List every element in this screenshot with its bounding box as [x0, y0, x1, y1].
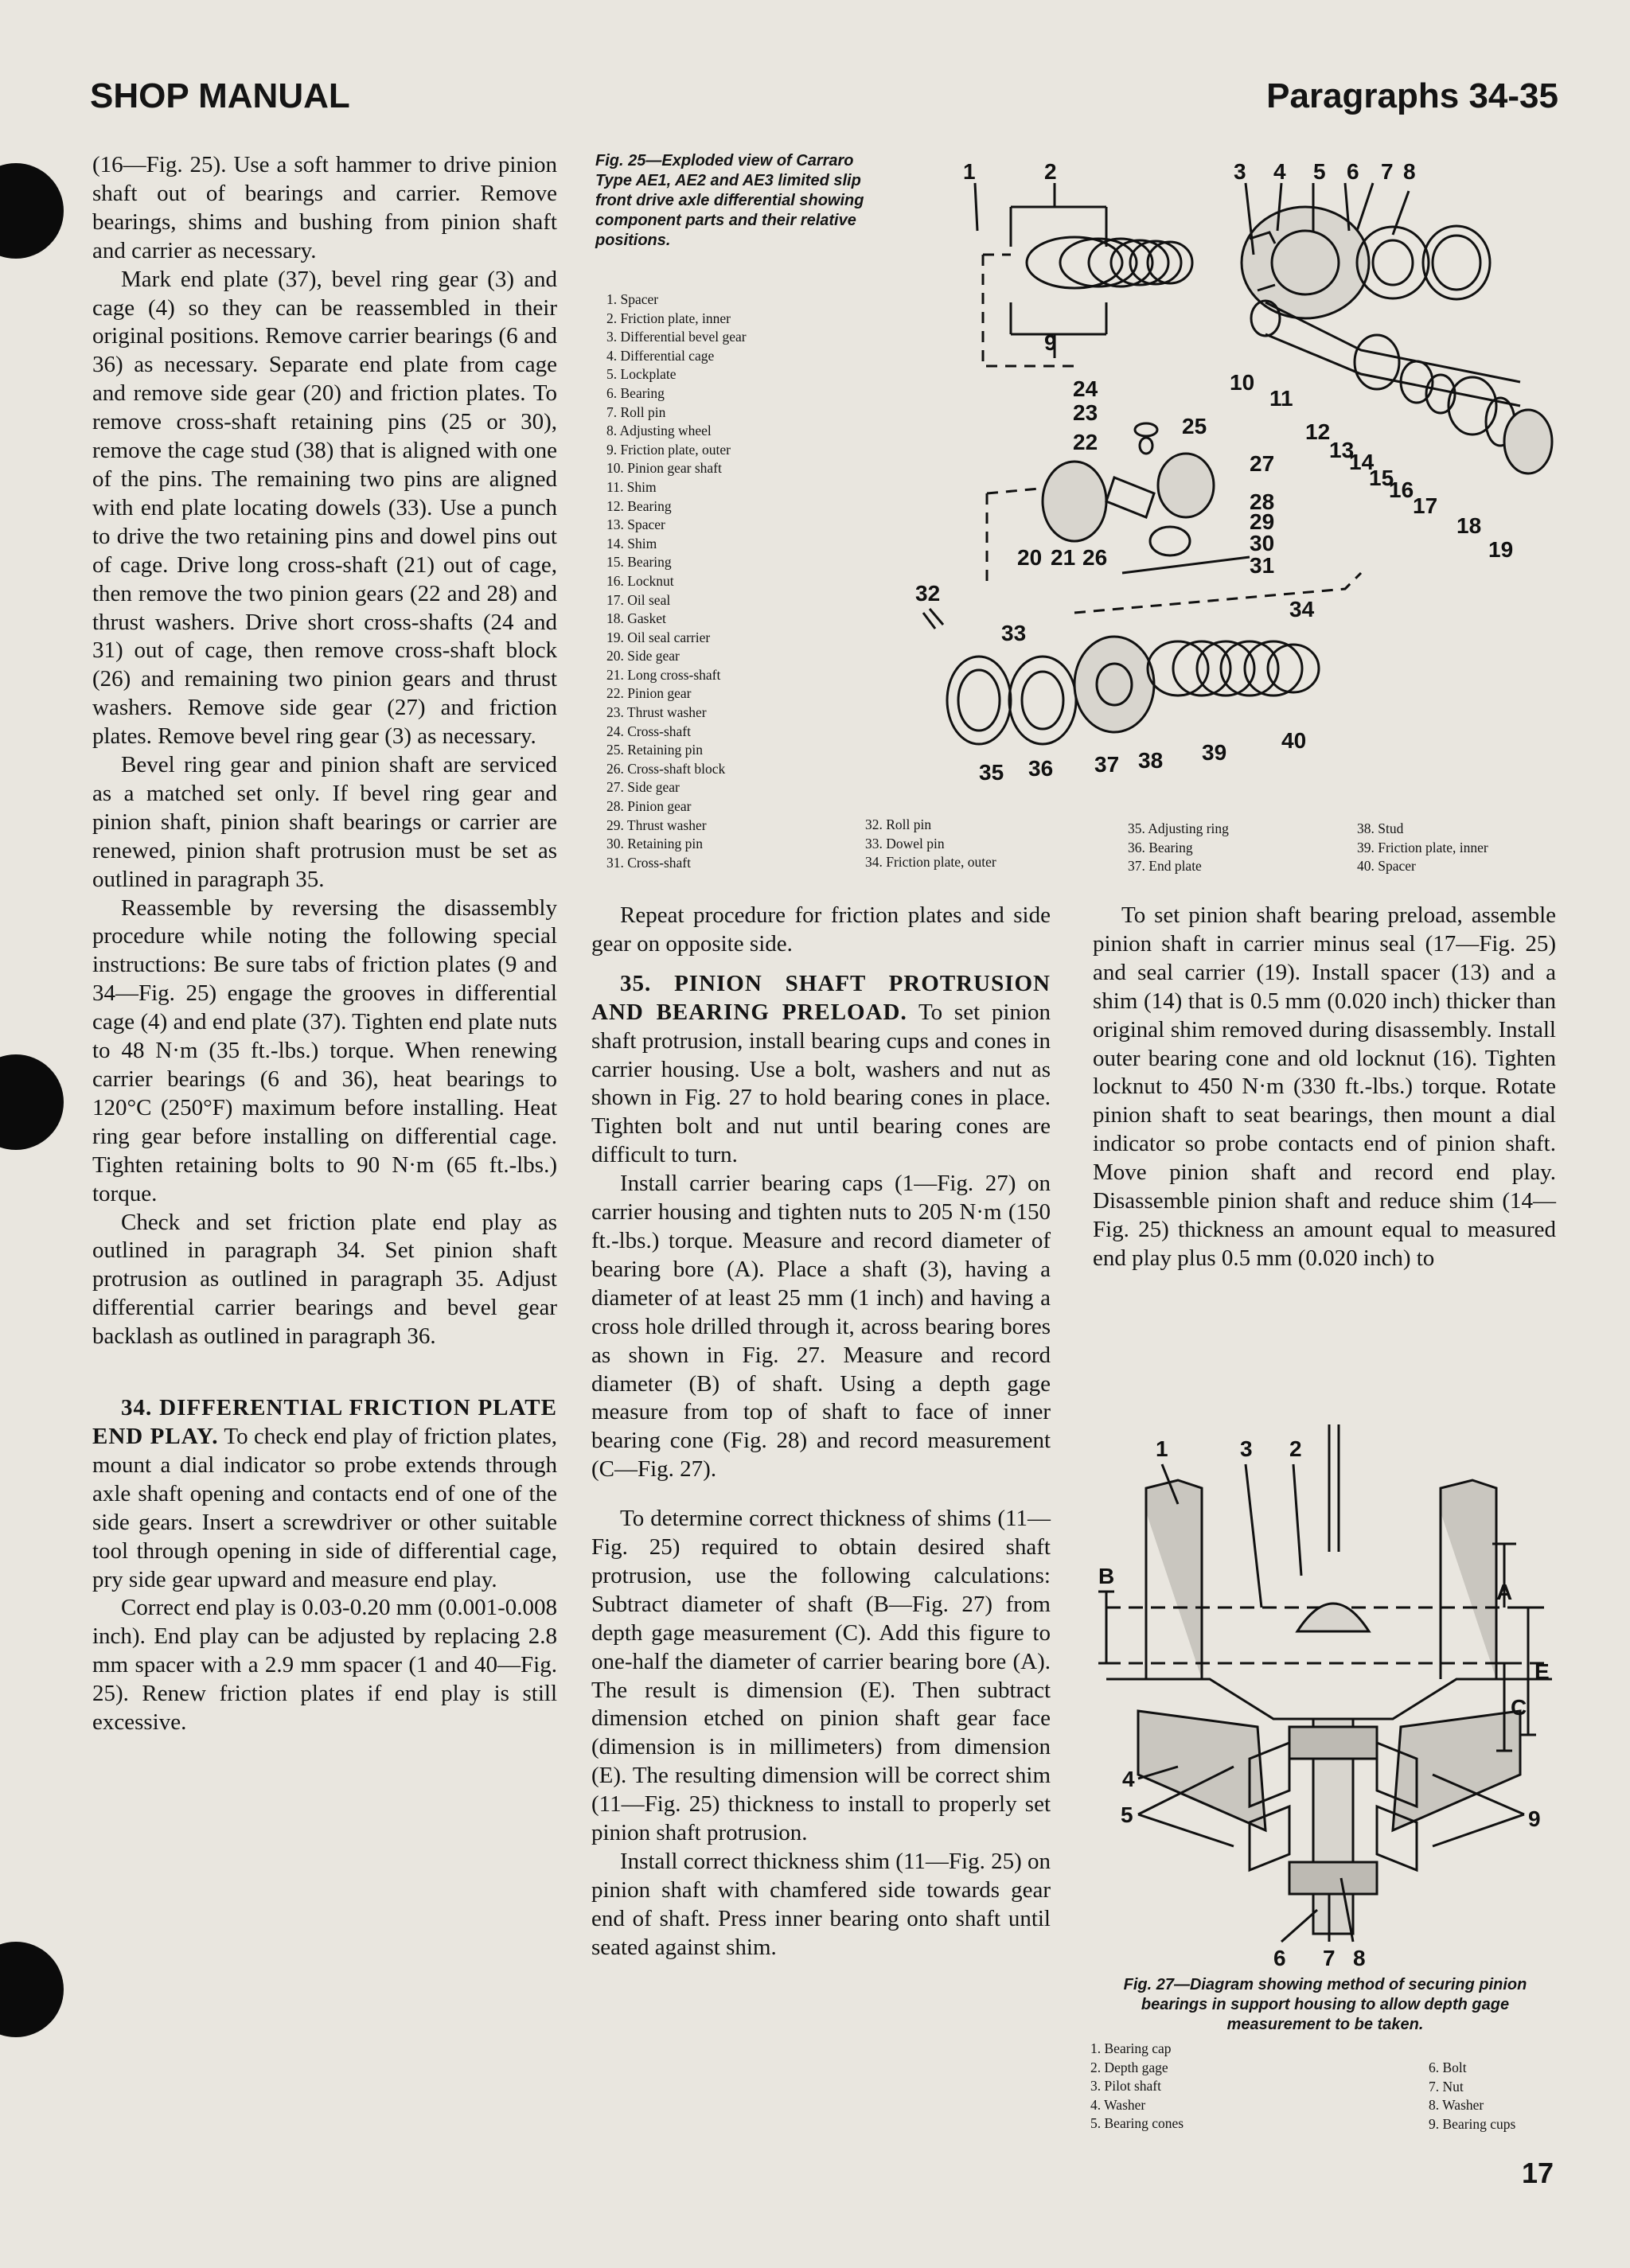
callout: 25 [1182, 414, 1207, 438]
callout: B [1098, 1564, 1115, 1588]
fig27-legend-b: 6. Bolt 7. Nut 8. Washer 9. Bearing cups [1429, 2060, 1516, 2132]
binding-hole-top [0, 163, 64, 259]
page-number: 17 [1522, 2157, 1554, 2189]
text-column-2 [591, 902, 1051, 1962]
callout: 7 [1381, 159, 1394, 184]
callout: 5 [1313, 159, 1326, 184]
friction-plate-stack-bottom [1148, 641, 1319, 696]
callout: 40 [1281, 728, 1307, 753]
text-column-1 [92, 151, 557, 1737]
callout: E [1534, 1659, 1550, 1684]
callout: 28 [1250, 489, 1275, 514]
callout: 9 [1528, 1806, 1541, 1831]
callout: 18 [1456, 513, 1482, 538]
callout: 8 [1403, 159, 1416, 184]
fig25-exploded-diagram [915, 143, 1576, 804]
callout: 27 [1250, 451, 1275, 476]
callout: 34 [1289, 597, 1315, 622]
callout: 31 [1250, 553, 1275, 578]
callout: 3 [1234, 159, 1246, 184]
paragraph: Correct end play is 0.03-0.20 mm (0.001-0.008 inch). End play can be adjusted by replacing 2.8 mm spacer with a 2.9 mm spacer (1 and 40—Fig. 25). Renew friction plates if end play is still excessive. [92, 1595, 557, 1736]
paragraph: Install correct thickness shim (11—Fig. 25) on pinion shaft with chamfered side towards gear end of shaft. Press inner bearing onto shaft until seated against shim. [591, 1849, 1051, 1960]
callout: 32 [915, 581, 941, 606]
callout: 3 [1240, 1436, 1253, 1461]
callout: 29 [1250, 509, 1275, 534]
binding-hole-middle [0, 1054, 64, 1150]
callout: 39 [1202, 740, 1227, 765]
callout: 37 [1094, 752, 1120, 777]
paragraph: To determine correct thickness of shims (11—Fig. 25) required to obtain desired shaft protrusion, use the following calculations: Subtract diameter of shaft (B—Fig. 27) from depth gage measurement (C). Add this figure to one-half the diameter of carrier bearing bore (A). The result is dimension (E). Then subtract dimension etched on pinion shaft gear face (dimension is in millimeters) from dimension (E). The resulting dimension will be correct shim (11—Fig. 25) thickness to install to properly set pinion shaft protrusion. [591, 1506, 1051, 1846]
callout: 19 [1488, 537, 1514, 562]
running-header-left: SHOP MANUAL [90, 76, 350, 115]
callout: 21 [1051, 545, 1076, 570]
callout: 1 [1156, 1436, 1168, 1461]
fig25-legend-d: 38. Stud 39. Friction plate, inner 40. Spacer [1357, 820, 1488, 875]
fig25-legend-b: 32. Roll pin 33. Dowel pin 34. Friction plate, outer [865, 816, 996, 871]
paragraph: Repeat procedure for friction plates and side gear on opposite side. [591, 902, 1051, 957]
callout: 4 [1122, 1767, 1135, 1791]
callout: 13 [1329, 438, 1355, 462]
paragraph: Reassemble by reversing the disassembly procedure while noting the following special instructions: Be sure tabs of friction plates (9 and 34—Fig. 25) engage the grooves in differential cage (4) and end plate (37). Tighten end plate nuts to 48 N·m (35 ft.-lbs.) torque. When renewing carrier bearings (6 and 36), heat bearings to 120°C (250°F) maximum before installing. Heat ring gear before installing on differential cage. Tighten retaining bolts to 90 N·m (65 ft.-lbs.) torque. [92, 894, 557, 1206]
callout: 30 [1250, 531, 1275, 555]
callout: 11 [1269, 386, 1293, 411]
callout: 20 [1017, 545, 1043, 570]
section-34-paragraph: 34. DIFFERENTIAL FRICTION PLATE END PLAY. To check end play of friction plates, mount a dial indicator so probe extends through axle shaft opening and contacts end of one of the side gears. Insert a screwdriver or other suitable tool through opening in side of differential cage, pry side gear upward and measure end play. [92, 1395, 557, 1592]
callout: 12 [1305, 419, 1331, 444]
section-35-paragraph: 35. PINION SHAFT PROTRUSION AND BEARING PRELOAD. To set pinion shaft protrusion, install bearing cups and cones in carrier housing. Use a bolt, washers and nut as shown in Fig. 27 to hold bearing cones in place. Tighten bolt and nut until bearing cones are difficult to turn. [591, 970, 1051, 1168]
callout: 23 [1073, 400, 1098, 425]
callout: 2 [1289, 1436, 1302, 1461]
paragraph: To set pinion shaft bearing preload, assemble pinion shaft in carrier minus seal (17—Fig. 25) and seal carrier (19). Install spacer (13) and a shim (14) that is 0.5 mm (0.020 inch) thicker than original shim removed during disassembly. Install outer bearing cone and old locknut (16). Tighten locknut to 450 N·m (330 ft.-lbs.) torque. Rotate pinion shaft to seat bearings, then mount a dial indicator so probe contacts end of pinion shaft. Move pinion shaft and record end play. Disassemble pinion shaft and reduce shim (14—Fig. 25) thickness an amount equal to measured end play plus 0.5 mm (0.020 inch) to [1093, 902, 1556, 1271]
callout: 38 [1138, 748, 1164, 773]
fig25-legend-a: 1. Spacer 2. Friction plate, inner 3. Differential bevel gear 4. Differential cage 5. Lockplate 6. Bearing 7. Roll pin 8. Adjusting wheel 9. Friction plate, outer 10. Pinion gear shaft 11. Shim 12. Bearing 13. Spacer 14. Shim 15. Bearing 16. Locknut 17. Oil seal 18. Gasket 19. Oil seal carrier 20. Side gear 21. Long cross-shaft 22. Pinion gear 23. Thrust washer 24. Cross-shaft 25. Retaining pin 26. Cross-shaft block 27. Side gear 28. Pinion gear 29. Thrust washer 30. Retaining pin 31. Cross-shaft [606, 291, 747, 871]
fig27-legend-a: 1. Bearing cap 2. Depth gage 3. Pilot shaft 4. Washer 5. Bearing cones [1090, 2040, 1184, 2132]
binding-hole-bottom [0, 1942, 64, 2037]
paragraph: Bevel ring gear and pinion shaft are serviced as a matched set only. If bevel ring gear and pinion shaft, pinion shaft bearings or carrier are renewed, pinion shaft protrusion must be set as outlined in paragraph 35. [92, 752, 557, 892]
washer [1289, 1727, 1377, 1759]
callout: 24 [1073, 376, 1098, 401]
callout: 10 [1230, 370, 1255, 395]
callout: 14 [1349, 450, 1375, 474]
callout: 33 [1001, 621, 1027, 645]
fig27-diagram [1090, 1417, 1560, 1974]
callout: 36 [1028, 756, 1054, 781]
text-column-3 [1093, 902, 1556, 1273]
depth-gage [1329, 1424, 1339, 1552]
callout: 35 [979, 760, 1004, 785]
dimension-B [1098, 1592, 1114, 1663]
callout: 5 [1121, 1802, 1133, 1827]
fig25-caption: Fig. 25—Exploded view of Carraro Type AE1, AE2 and AE3 limited slip front drive axle differential showing component parts and their relative positions. [595, 152, 864, 249]
callout: C [1511, 1695, 1527, 1720]
paragraph: Check and set friction plate end play as outlined in paragraph 34. Set pinion shaft protrusion as outlined in paragraph 35. Adjust differential carrier bearings and bevel gear backlash as outlined in paragraph 36. [92, 1209, 557, 1350]
callout: 26 [1082, 545, 1108, 570]
fig25-legend-c: 35. Adjusting ring 36. Bearing 37. End plate [1128, 820, 1229, 875]
callout: 9 [1044, 330, 1057, 355]
callout: 22 [1073, 430, 1098, 454]
running-header-right: Paragraphs 34-35 [1266, 76, 1558, 115]
paragraph: Install carrier bearing caps (1—Fig. 27) on carrier housing and tighten nuts to 205 N·m (150 ft.-lbs.) torque. Measure and record diameter of bearing bore (A). Place a shaft (3), having a diameter of at least 25 mm (1 inch) and having a cross hole drilled through it, across bearing bores as shown in Fig. 27. Measure and record diameter (B) of shaft. Using a depth gage measure from top of shaft to face of inner bearing cone (Fig. 28) and record measurement (C—Fig. 27). [591, 1171, 1051, 1483]
end-plate [1074, 637, 1154, 732]
callout: 16 [1389, 477, 1414, 502]
callout: 2 [1044, 159, 1057, 184]
paragraph: Mark end plate (37), bevel ring gear (3) and cage (4) so they can be reassembled in their original positions. Remove carrier bearings (6 and 36) as necessary. Separate end plate from cage and remove side gear (20) and friction plates. To remove cross-shaft retaining pins (25 or 30), remove the cage stud (38) that is aligned with one of the pins. The remaining two pins are aligned with end plate locating dowels (33). Use a punch to drive the two retaining pins and dowel pins out of cage. Drive long cross-shaft (21) out of cage, then remove the two pinion gears (22 and 28) and thrust washers. Drive short cross-shafts (24 and 31) out of cage, then remove cross-shaft block (26) and remaining two pinion gears and thrust washers. Remove side gear (27) and friction plates. Remove bevel ring gear (3) as necessary. [92, 266, 557, 750]
paragraph: (16—Fig. 25). Use a soft hammer to drive pinion shaft out of bearings and carrier. Remove bearings, shims and bushing from pinion shaft and carrier as necessary. [92, 152, 557, 263]
callout: A [1496, 1580, 1513, 1604]
fig27-caption: Fig. 27—Diagram showing method of securing pinion bearings in support housing to allow depth gage measurement to be taken. [1123, 1976, 1527, 2033]
callout: 15 [1369, 466, 1394, 490]
callout: 6 [1273, 1946, 1286, 1970]
section-34-heading: 34. DIFFERENTIAL FRICTION PLATE END PLAY. [92, 1395, 557, 1449]
callout: 1 [963, 159, 976, 184]
friction-plate-stack-top [1027, 237, 1192, 288]
callout: 6 [1347, 159, 1359, 184]
callout: 7 [1323, 1946, 1336, 1970]
callout: 17 [1413, 493, 1438, 518]
section-35-heading: 35. PINION SHAFT PROTRUSION AND BEARING PRELOAD. [591, 970, 1051, 1025]
callout: 4 [1273, 159, 1286, 184]
callout: 8 [1353, 1946, 1366, 1970]
